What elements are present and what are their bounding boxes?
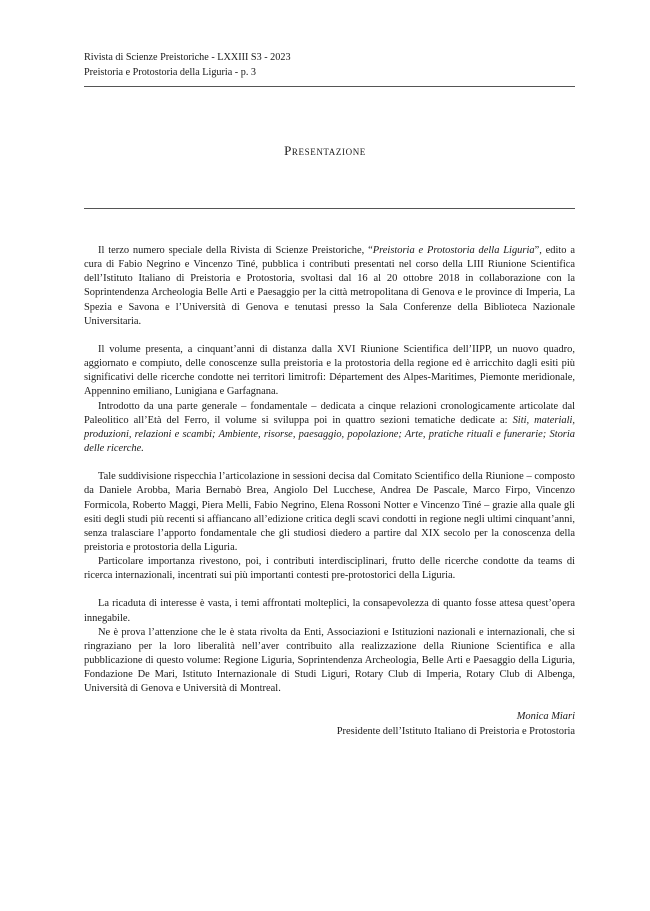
sections-list: Siti, materiali, produzioni, relazioni e scambi; Ambiente, risorse, paesaggio, popolazione; Arte, pratiche rituali e funerarie; Storia delle ricerche. (84, 414, 576, 455)
body-text (84, 244, 575, 697)
journal-line: Rivista di Scienze Preistoriche - LXXIII S3 - 2023 (84, 52, 291, 63)
paragraph-4: Tale suddivisione rispecchia l’articolazione in sessioni decisa dal Comitato Scientifico della Riunione – composto da Daniele Arobba, Maria Bernabò Brea, Angiolo Del Lucchese, Andrea De Pascale, Marco Firpo, Vincenzo Formicola, Roberto Maggi, Piera Melli, Fabio Negrino, Elena Rossoni Notter e Vincenzo Tiné – grazie alla quale gli esiti degli studi più recenti si affiancano all’edizione critica degli scavi condotti in regione negli ultimi cinquant’anni, senza tralasciare l’apporto fondamentale che gli studiosi diedero a partire dal XIX secolo per la conoscenza della preistoria e protostoria della Liguria. (84, 471, 575, 553)
paragraph-5: Particolare importanza rivestono, poi, i contributi interdisciplinari, frutto delle ricerche condotte da teams di ricerca internazionali, incentrati sui più importanti contesti pre-protostorici della Liguria. (84, 556, 575, 582)
paragraph-6: La ricaduta di interesse è vasta, i temi affrontati molteplici, la consapevolezza di quanto fosse attesa quest’opera innegabile. (84, 598, 575, 624)
paragraph-3: Introdotto da una parte generale – fondamentale – dedicata a cinque relazioni cronologicamente articolate dal Paleolitico all’Età del Ferro, il volume si sviluppa poi in quattro sezioni tematiche dedicate a: Siti, materiali, produzioni, relazioni e scambi; Ambiente, risorse, paesaggio, popolazione; Arte, pratiche rituali e funerarie; Storia delle ricerche. (84, 400, 576, 455)
signature-name: Monica Miari (516, 711, 575, 722)
signature-block (337, 710, 575, 739)
paragraph-2: Il volume presenta, a cinquant’anni di distanza dalla XVI Riunione Scientifica dell’IIPP, un nuovo quadro, aggiornato e compiuto, delle conoscenze sulla preistoria e la protostoria della regione ed è arricchito dagli esiti più significativi delle ricerche condotte nei territori limitrofi: Département des Alpes-Maritimes, Piemonte meridionale, Appennino emiliano, Lunigiana e Garfagnana. (84, 343, 575, 398)
header-rule (84, 86, 575, 87)
book-title: Preistoria e Protostoria della Liguria (372, 245, 535, 256)
paragraph-7: Ne è prova l’attenzione che le è stata rivolta da Enti, Associazioni e Istituzioni nazionali e internazionali, che si ringraziano per la loro liberalità nell’aver contribuito alla realizzazione della Riunione Scientifica e alla pubblicazione di questo volume: Regione Liguria, Soprintendenza Archeologia, Belle Arti e Paesaggio della Liguria, Fondazione De Mari, Istituto Internazionale di Studi Liguri, Rotary Club di Imperia, Rotary Club di Albenga, Università di Genova e Università di Montreal. (84, 626, 575, 695)
volume-line: Preistoria e Protostoria della Liguria - p. 3 (84, 66, 257, 78)
paragraph-1: Il terzo numero speciale della Rivista di Scienze Preistoriche, “Preistoria e Protostoria della Liguria”, edito a cura di Fabio Negrino e Vincenzo Tiné, pubblica i contributi presentati nel corso della LIII Riunione Scientifica dell’Istituto Italiano di Preistoria e Protostoria, svoltasi dal 16 al 20 ottobre 2018 in collaborazione con la Soprintendenza Archeologia Belle Arti e Paesaggio per la città metropolitana di Genova e le province di Imperia, La Spezia e Savona e l’Università di Genova e tenutasi presso la Sala Conferenze della Biblioteca Nazionale Universitaria. (84, 245, 575, 327)
page-title: Presentazione (284, 143, 366, 158)
title-rule (84, 208, 575, 209)
running-header (84, 51, 291, 80)
signature-role: Presidente dell’Istituto Italiano di Preistoria e Protostoria (336, 725, 575, 737)
